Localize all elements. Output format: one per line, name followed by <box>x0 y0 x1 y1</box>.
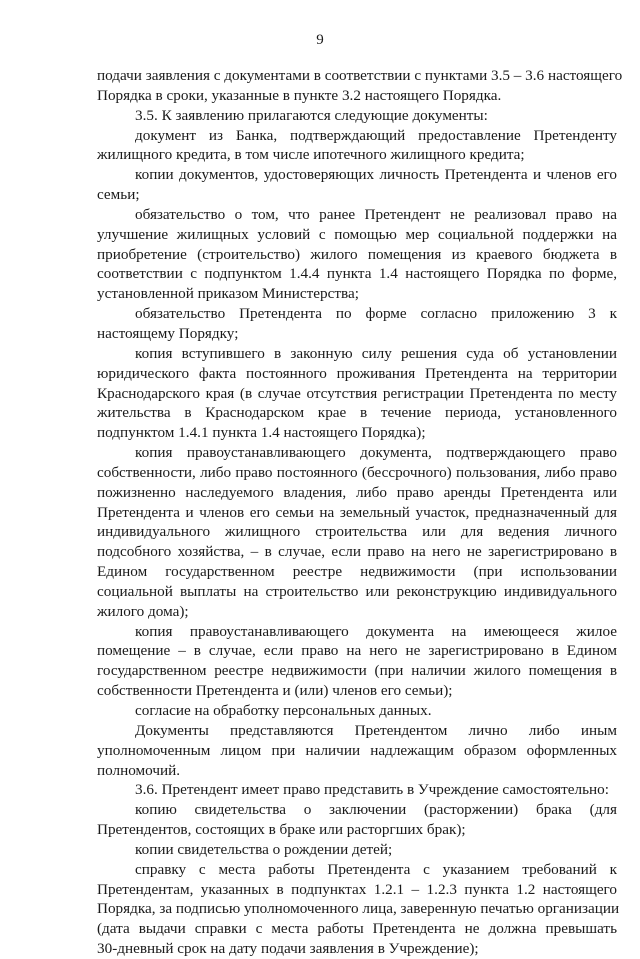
text-line: соответствии с подпунктом 1.4.4 пункта 1.4 настоящего Порядка по форме, <box>97 265 617 283</box>
text-line: справку с места работы Претендента с указанием требований к <box>135 860 617 878</box>
text-line: копии свидетельства о рождении детей; <box>135 840 393 858</box>
text-line: копия правоустанавливающего документа, подтверждающего право <box>135 444 617 462</box>
text-line: обязательство о том, что ранее Претендент не реализовал право на <box>135 205 617 223</box>
text-line: Едином государственном реестре недвижимости (при использовании <box>97 563 617 581</box>
text-line: жилищного кредита, в том числе ипотечного жилищного кредита; <box>97 146 525 164</box>
text-line: установленной приказом Министерства; <box>97 285 359 303</box>
text-line: Документы представляются Претендентом лично либо иным <box>135 721 617 739</box>
text-line: обязательство Претендента по форме согласно приложению 3 к <box>135 305 617 323</box>
text-line: Краснодарского края (в случае отсутствия регистрации Претендента по месту <box>97 384 617 402</box>
text-line: жительства в Краснодарском крае в течение периода, установленного <box>97 404 617 422</box>
text-line: копию свидетельства о заключении (расторжении) брака (для <box>135 801 617 819</box>
text-line: 30-дневный срок на дату подачи заявления в Учреждение); <box>97 940 479 958</box>
text-line: копия вступившего в законную силу решения суда об установлении <box>135 344 617 362</box>
text-line: государственном реестре недвижимости (при наличии жилого помещения в <box>97 662 617 680</box>
text-line: уполномоченным лицом при наличии надлежащим образом оформленных <box>97 741 617 759</box>
text-line: Претендента и членов его семьи на земельный участок, предназначенный для <box>97 503 617 521</box>
text-line: Порядка, за подписью уполномоченного лица, заверенную печатью организации <box>97 900 620 918</box>
text-line: 3.5. К заявлению прилагаются следующие документы: <box>135 106 488 124</box>
text-line: пожизненно наследуемого владения, либо право аренды Претендента или <box>97 483 617 501</box>
text-line: улучшение жилищных условий с помощью мер социальной поддержки на <box>97 225 617 243</box>
text-line: согласие на обработку персональных данных. <box>135 702 432 719</box>
text-line: юридического факта постоянного проживания Претендента на территории <box>97 364 617 382</box>
text-line: копии документов, удостоверяющих личность Претендента и членов его <box>135 166 617 184</box>
text-line: собственности, либо право постоянного (бессрочного) пользования, либо право <box>97 463 617 481</box>
text-line: (дата выдачи справки с места работы Претендента не должна превышать <box>97 920 617 938</box>
page-number: 9 <box>316 32 324 48</box>
text-line: собственности Претендента и (или) членов его семьи); <box>97 682 453 700</box>
text-line: подпунктом 1.4.1 пункта 1.4 настоящего Порядка); <box>97 424 426 442</box>
text-line: полномочий. <box>97 761 181 779</box>
text-line: Претендентам, указанных в подпунктах 1.2.1 – 1.2.3 пункта 1.2 настоящего <box>97 880 617 898</box>
document-body <box>97 66 623 959</box>
text-line: приобретение (строительство) жилого помещения из краевого бюджета в <box>97 245 617 263</box>
text-line: семьи; <box>97 186 140 204</box>
text-line: Претендентов, состоящих в браке или расторгших брак); <box>97 821 466 839</box>
text-line: помещение – в случае, если право на него не зарегистрировано в Едином <box>97 642 617 660</box>
text-line: подачи заявления с документами в соответствии с пунктами 3.5 – 3.6 настоящего <box>97 67 623 84</box>
text-line: документ из Банка, подтверждающий предоставление Претенденту <box>135 126 617 144</box>
text-line: копия правоустанавливающего документа на имеющееся жилое <box>135 622 617 640</box>
text-line: настоящему Порядку; <box>97 324 239 342</box>
text-line: жилого дома); <box>97 602 189 620</box>
text-line: подсобного хозяйства, – в случае, если право на него не зарегистрировано в <box>97 543 617 561</box>
text-line: Порядка в сроки, указанные в пункте 3.2 настоящего Порядка. <box>97 86 502 104</box>
text-line: 3.6. Претендент имеет право представить в Учреждение самостоятельно: <box>135 781 609 799</box>
text-line: социальной выплаты на строительство или реконструкцию индивидуального <box>97 582 617 600</box>
text-line: индивидуального жилищного строительства или для ведения личного <box>97 523 617 541</box>
